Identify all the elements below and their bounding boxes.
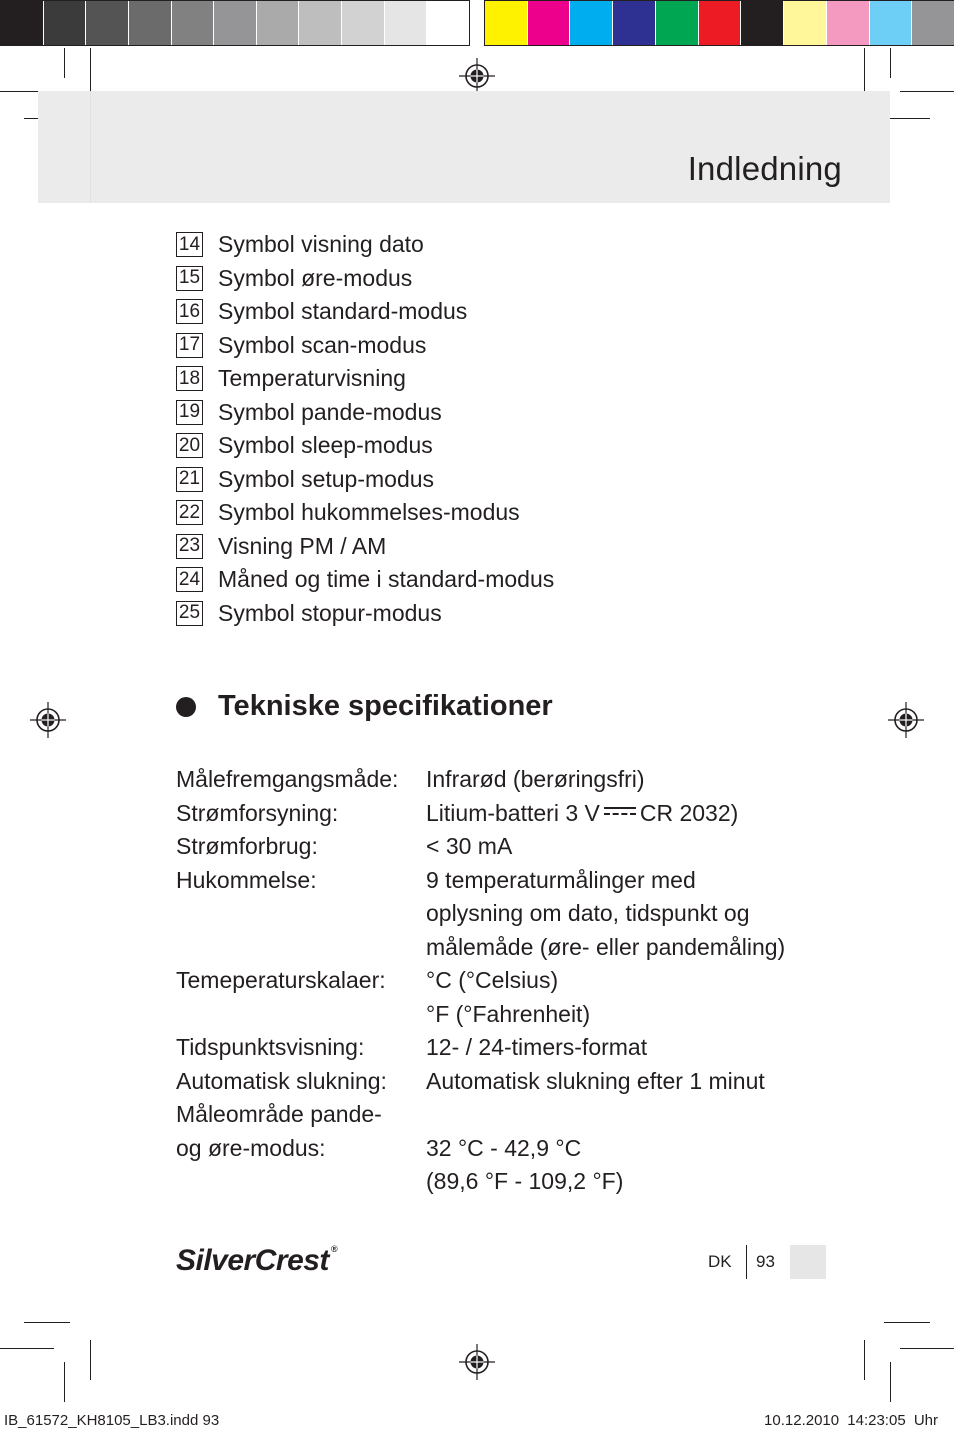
gray-swatch (86, 1, 128, 45)
crop-mark (64, 48, 65, 78)
color-swatch (741, 1, 783, 45)
color-swatch (784, 1, 826, 45)
spec-key: Automatisk slukning: (176, 1067, 387, 1094)
crop-mark (864, 48, 865, 93)
gray-swatch (257, 1, 299, 45)
spec-value-line (426, 1098, 796, 1132)
color-swatch (485, 1, 527, 45)
crop-mark (884, 118, 930, 119)
part-number-badge: 16 (176, 299, 203, 324)
spec-value (426, 864, 796, 965)
gray-swatch (427, 1, 469, 45)
registration-mark-icon (30, 702, 66, 738)
spec-value-line: 9 temperaturmålinger med (426, 866, 696, 893)
part-label: Visning PM / AM (218, 532, 387, 559)
spec-key: Hukommelse: (176, 866, 317, 893)
list-item (176, 463, 554, 497)
spec-key: Temeperaturskalaer: (176, 967, 386, 993)
part-number-badge: 20 (176, 433, 203, 458)
list-item (176, 295, 554, 329)
crop-mark (900, 1348, 954, 1349)
list-item (176, 496, 554, 530)
crop-mark (890, 48, 891, 78)
spec-row (176, 830, 796, 864)
page-tab-marker (790, 1245, 826, 1279)
color-swatch (699, 1, 741, 45)
spec-key: Tidspunktsvisning: (176, 1034, 365, 1060)
footer-divider (746, 1245, 747, 1279)
registration-mark-icon (888, 702, 924, 738)
list-item (176, 262, 554, 296)
list-item (176, 396, 554, 430)
spec-key: Strømforsyning: (176, 799, 339, 826)
spec-value-line: °F (°Fahrenheit) (426, 1000, 591, 1027)
spec-value-line: 32 °C - 42,9 °C (426, 1134, 582, 1161)
list-item (176, 429, 554, 463)
spec-value (426, 964, 796, 1031)
part-label: Måned og time i standard-modus (218, 566, 555, 593)
spec-value (426, 1098, 796, 1199)
list-item (176, 228, 554, 262)
spec-key-line: og øre-modus: (176, 1134, 326, 1161)
part-number-badge: 22 (176, 500, 203, 525)
slug-filename: IB_61572_KH8105_LB3.indd 93 (4, 1412, 220, 1429)
section-title: Tekniske specifikationer (218, 690, 553, 722)
spec-key: Strømforbrug: (176, 833, 318, 859)
crop-mark (90, 1340, 91, 1380)
spec-row (176, 964, 796, 1031)
crop-mark (64, 1362, 65, 1402)
crop-mark (24, 1322, 70, 1323)
spec-value: Infrarød (berøringsfri) (426, 766, 645, 792)
spec-value: Automatisk slukning efter 1 minut (426, 1067, 765, 1094)
gray-swatch (129, 1, 171, 45)
part-label: Symbol sleep-modus (218, 432, 433, 459)
part-label: Symbol setup-modus (218, 465, 435, 492)
gray-swatch (214, 1, 256, 45)
bullet-icon (176, 697, 196, 717)
part-number-badge: 14 (176, 232, 203, 257)
part-label: Symbol scan-modus (218, 331, 427, 358)
slug-timestamp: 10.12.2010 14:23:05 Uhr (764, 1412, 938, 1429)
crop-mark (0, 1348, 54, 1349)
gray-swatch (299, 1, 341, 45)
crop-mark (900, 91, 954, 92)
part-number-badge: 21 (176, 467, 203, 492)
spec-value-line: °C (°Celsius) (426, 967, 559, 993)
part-number-badge: 15 (176, 266, 203, 291)
spec-value-line: målemåde (øre- eller pandemåling) (426, 933, 786, 960)
color-swatch (870, 1, 912, 45)
part-number-badge: 17 (176, 333, 203, 358)
registration-mark-icon (459, 58, 495, 94)
gray-swatch (342, 1, 384, 45)
crop-mark (890, 1362, 891, 1402)
crop-mark (90, 48, 91, 93)
spec-row (176, 1065, 796, 1099)
list-item (176, 329, 554, 363)
brand-logo (176, 1244, 337, 1278)
list-item (176, 563, 554, 597)
part-number-badge: 23 (176, 534, 203, 559)
spec-table (176, 763, 796, 1199)
spec-value-line: oplysning om dato, tidspunkt og (426, 900, 750, 926)
crop-mark (884, 1322, 930, 1323)
color-swatch (912, 1, 954, 45)
part-number-badge: 24 (176, 567, 203, 592)
brand-name: SilverCrest (176, 1244, 329, 1277)
part-label: Temperaturvisning (218, 365, 406, 392)
part-label: Symbol standard-modus (218, 298, 468, 325)
part-label: Symbol visning dato (218, 231, 424, 258)
part-number-badge: 19 (176, 400, 203, 425)
registered-mark: ® (330, 1244, 338, 1254)
language-code: DK (708, 1252, 732, 1271)
spec-value (426, 797, 796, 831)
spec-key-line: Måleområde pande- (176, 1101, 382, 1127)
part-number-badge: 18 (176, 366, 203, 391)
color-swatch (827, 1, 869, 45)
color-calibration-bar (484, 0, 954, 46)
color-swatch (613, 1, 655, 45)
crop-mark (864, 1340, 865, 1380)
part-label: Symbol pande-modus (218, 398, 442, 425)
spec-value: < 30 mA (426, 833, 513, 859)
gray-swatch (385, 1, 427, 45)
page-number: 93 (756, 1252, 775, 1271)
header-band-edge (90, 91, 91, 203)
parts-list (176, 228, 554, 630)
color-swatch (528, 1, 570, 45)
spec-value-line: (89,6 °F - 109,2 °F) (426, 1168, 624, 1194)
spec-value-part: CR 2032) (639, 799, 739, 826)
part-label: Symbol øre-modus (218, 264, 413, 291)
spec-row (176, 797, 796, 831)
part-label: Symbol hukommelses-modus (218, 499, 520, 526)
list-item (176, 597, 554, 631)
section-heading (176, 690, 553, 723)
spec-row (176, 763, 796, 797)
color-swatch (656, 1, 698, 45)
spec-row (176, 1098, 796, 1199)
part-label: Symbol stopur-modus (218, 599, 442, 626)
list-item (176, 362, 554, 396)
color-swatch (570, 1, 612, 45)
registration-mark-icon (459, 1344, 495, 1380)
gray-swatch (44, 1, 86, 45)
chapter-title: Indledning (687, 150, 842, 187)
direct-current-icon (604, 807, 636, 817)
spec-key (176, 1098, 426, 1199)
gray-swatch (172, 1, 214, 45)
grayscale-calibration-bar (0, 0, 470, 46)
spec-key: Målefremgangsmåde: (176, 766, 399, 792)
spec-row (176, 864, 796, 965)
gray-swatch (1, 1, 43, 45)
spec-row (176, 1031, 796, 1065)
list-item (176, 530, 554, 564)
spec-value-part: Litium-batteri 3 V (426, 799, 600, 826)
spec-value: 12- / 24-timers-format (426, 1034, 648, 1060)
part-number-badge: 25 (176, 601, 203, 626)
